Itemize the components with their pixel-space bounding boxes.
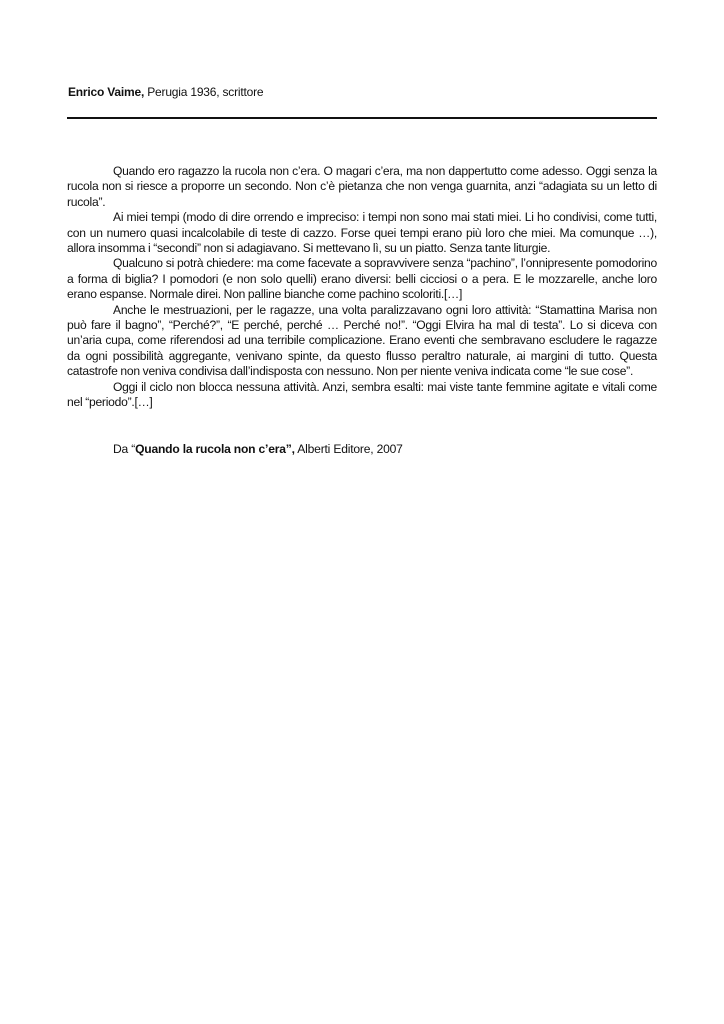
paragraph: Quando ero ragazzo la rucola non c’era. O magari c’era, ma non dappertutto come adesso. Oggi senza la rucola non si riesce a proporre un secondo. Non c’è pietanza che non venga guarnita, anzi “adagiata su un letto di rucola”. bbox=[67, 164, 657, 209]
author-header bbox=[68, 85, 658, 100]
source-prefix: Da “ bbox=[113, 442, 136, 456]
paragraph: Anche le mestruazioni, per le ragazze, una volta paralizzavano ogni loro attività: “Stamattina Marisa non può fare il bagno”, “Perché?”, “E perché, perché … Perché no!”. “Oggi Elvira ha mal di testa”. Lo si diceva con un’aria cupa, come riferendosi ad una terribile complicazione. Erano eventi che sembravano escludere le ragazze da ogni possibilità aggregante, venivano spinte, da questo flusso peraltro naturale, ai margini di tutto. Questa catastrofe non veniva condivisa dall’indisposta con nessuno. Non per niente veniva indicata come “le sue cose”. bbox=[67, 302, 657, 379]
header-divider bbox=[67, 117, 657, 119]
source-publisher: Alberti Editore, 2007 bbox=[294, 442, 403, 456]
source-close-quote: ”, bbox=[285, 442, 295, 456]
author-details: Perugia 1936, scrittore bbox=[144, 85, 264, 99]
excerpt-body bbox=[67, 164, 657, 411]
source-title: Quando la rucola non c’era bbox=[135, 442, 286, 456]
paragraph: Ai miei tempi (modo di dire orrendo e impreciso: i tempi non sono mai stati miei. Li ho condivisi, come tutti, con un numero quasi incalcolabile di teste di cazzo. Forse quei tempi erano più loro che miei. Ma comunque …), allora insomma i “secondi” non si adagiavano. Si mettevano lì, su un piatto. Senza tante liturgie. bbox=[67, 210, 657, 256]
paragraph: Qualcuno si potrà chiedere: ma come facevate a sopravvivere senza “pachino”, l’onnipresente pomodorino a forma di biglia? I pomodori (e non solo quelli) erano diversi: belli cicciosi o a pera. E le mozzarelle, anche loro erano espanse. Normale direi. Non palline bianche come pachino scoloriti.[…] bbox=[67, 256, 657, 302]
paragraph: Oggi il ciclo non blocca nessuna attività. Anzi, sembra esalti: mai viste tante femmine agitate e vitali come nel “periodo”.[…] bbox=[67, 379, 657, 410]
source-citation bbox=[113, 442, 403, 457]
author-name: Enrico Vaime, bbox=[68, 85, 145, 99]
